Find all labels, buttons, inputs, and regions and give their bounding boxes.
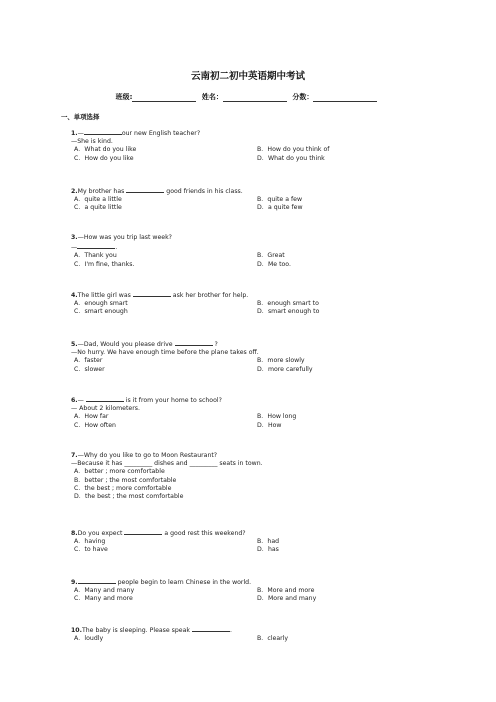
option-c[interactable]: C．the best ; more comfortable xyxy=(74,484,172,492)
options-group xyxy=(71,196,431,212)
option-a[interactable]: A．quite a little xyxy=(74,196,122,204)
option-c[interactable]: C．to have xyxy=(74,546,108,554)
question-text-after-blank: ? xyxy=(212,341,218,348)
option-b[interactable]: B．Great xyxy=(257,252,285,260)
student-info-line xyxy=(0,92,496,102)
option-c[interactable]: C．Many and more xyxy=(74,595,133,603)
question-text-before-blank: Do you expect xyxy=(77,530,125,537)
dialogue-line xyxy=(71,349,431,357)
question-number: 10. xyxy=(71,627,82,634)
options-group xyxy=(71,357,431,373)
option-b[interactable]: B．quite a few xyxy=(257,196,303,204)
option-b[interactable]: B．had xyxy=(257,538,280,546)
option-b[interactable]: B．enough smart to xyxy=(257,300,319,308)
option-d[interactable]: D．How xyxy=(257,421,282,429)
answer-blank[interactable] xyxy=(84,128,122,135)
question-9 xyxy=(71,577,431,604)
period: . xyxy=(115,244,118,252)
option-b[interactable]: B．How long xyxy=(257,413,297,421)
question-number: 2. xyxy=(71,188,78,195)
question-stem xyxy=(71,528,431,538)
question-text-before-blank: The baby is sleeping. Please speak xyxy=(81,627,192,634)
option-d[interactable]: D．more carefully xyxy=(257,365,313,373)
question-8 xyxy=(71,528,431,555)
question-text-after-blank: our new English teacher? xyxy=(121,130,201,137)
answer-blank[interactable] xyxy=(124,528,162,535)
option-b[interactable]: B．How do you think of xyxy=(257,146,330,154)
question-text-after-blank: people begin to learn Chinese in the world. xyxy=(115,579,252,586)
option-d[interactable]: D．Me too. xyxy=(257,260,291,268)
option-a[interactable]: A．Thank you xyxy=(74,252,117,260)
option-a[interactable]: A．having xyxy=(74,538,106,546)
question-stem xyxy=(71,625,431,635)
dialogue-text: —Because it has _________ dishes and _________ seats in town. xyxy=(71,460,263,468)
option-b[interactable]: B．More and more xyxy=(257,587,315,595)
dialogue-text: — About 2 kilometers. xyxy=(71,405,140,413)
question-2 xyxy=(71,186,431,213)
question-number: 5. xyxy=(71,341,78,348)
options-group xyxy=(71,587,431,603)
dialogue-text: — xyxy=(71,244,78,252)
question-text-before-blank: —Dad, Would you please drive xyxy=(77,341,175,348)
question-text-after-blank: a good rest this weekend? xyxy=(162,530,246,537)
option-a[interactable]: A．faster xyxy=(74,357,103,365)
question-stem xyxy=(71,339,431,349)
option-c[interactable]: C．a quite little xyxy=(74,204,122,212)
dialogue-text: —No hurry. We have enough time before the plane takes off. xyxy=(71,349,259,357)
dialogue-line xyxy=(71,242,431,252)
answer-blank[interactable] xyxy=(78,577,116,584)
options-group xyxy=(71,468,431,501)
question-3 xyxy=(71,234,431,269)
score-label: 分数： xyxy=(292,93,314,101)
question-number: 4. xyxy=(71,292,78,299)
option-d[interactable]: D．a quite few xyxy=(257,204,303,212)
question-text-after-blank: good friends in his class. xyxy=(164,188,243,195)
question-text-before-blank: The little girl was xyxy=(77,292,133,299)
question-6 xyxy=(71,395,431,430)
page-title: 云南初二初中英语期中考试 xyxy=(190,71,305,82)
option-b[interactable]: B．clearly xyxy=(257,635,289,643)
option-b[interactable]: B．better ; the most comfortable xyxy=(74,476,177,484)
options-group xyxy=(71,538,431,554)
dialogue-line xyxy=(71,405,431,413)
answer-blank[interactable] xyxy=(86,395,124,402)
option-c[interactable]: C．How do you like xyxy=(74,154,134,162)
option-a[interactable]: A．Many and many xyxy=(74,587,135,595)
question-5 xyxy=(71,339,431,374)
answer-blank[interactable] xyxy=(126,186,164,193)
dialogue-text: —She is kind. xyxy=(71,138,113,146)
option-d[interactable]: D．What do you think xyxy=(257,154,325,162)
question-1 xyxy=(71,128,431,163)
question-number: 1. xyxy=(71,130,78,137)
dialogue-line xyxy=(71,460,431,468)
question-text-before-blank: — xyxy=(77,130,84,137)
question-stem xyxy=(71,128,431,138)
option-a[interactable]: A．How far xyxy=(74,413,109,421)
question-text-before-blank: —How was you trip last week? xyxy=(77,234,172,241)
class-blank[interactable] xyxy=(132,94,196,102)
question-number: 7. xyxy=(71,452,78,459)
question-10 xyxy=(71,625,431,643)
answer-blank[interactable] xyxy=(133,290,171,297)
answer-blank[interactable] xyxy=(77,242,118,252)
option-c[interactable]: C．slower xyxy=(74,365,105,373)
option-a[interactable]: A．loudly xyxy=(74,635,104,643)
question-7 xyxy=(71,452,431,501)
question-text-before-blank: —Why do you like to go to Moon Restaurant? xyxy=(77,452,218,459)
score-blank[interactable] xyxy=(313,94,377,102)
question-stem xyxy=(71,577,431,587)
option-a[interactable]: A．better ; more comfortable xyxy=(74,468,165,476)
options-group xyxy=(71,413,431,429)
name-label: 姓名： xyxy=(201,93,223,101)
options-group xyxy=(71,300,431,316)
option-a[interactable]: A．enough smart xyxy=(74,300,128,308)
option-b[interactable]: B．more slowly xyxy=(257,357,305,365)
question-4 xyxy=(71,290,431,317)
question-text-before-blank: — xyxy=(77,397,86,404)
section-heading: 一、单项选择 xyxy=(61,113,100,121)
question-stem xyxy=(71,290,431,300)
question-text-after-blank: ask her brother for help. xyxy=(170,292,249,299)
option-d[interactable]: D．More and many xyxy=(257,595,317,603)
options-group xyxy=(71,635,431,643)
question-stem xyxy=(71,186,431,196)
option-c[interactable]: C．smart enough xyxy=(74,308,128,316)
question-number: 6. xyxy=(71,397,78,404)
question-number: 9. xyxy=(71,579,78,586)
options-group xyxy=(71,252,431,268)
answer-blank[interactable] xyxy=(192,625,230,632)
question-number: 8. xyxy=(71,530,78,537)
question-text-after-blank: is it from your home to school? xyxy=(123,397,222,404)
question-text-before-blank: My brother has xyxy=(77,188,127,195)
answer-blank[interactable] xyxy=(175,339,213,346)
dialogue-line xyxy=(71,138,431,146)
option-c[interactable]: C．I'm fine, thanks. xyxy=(74,260,135,268)
question-stem xyxy=(71,452,431,460)
option-d[interactable]: D．the best ; the most comfortable xyxy=(74,493,184,500)
option-c[interactable]: C．How often xyxy=(74,421,116,429)
question-stem xyxy=(71,234,431,242)
question-stem xyxy=(71,395,431,405)
name-blank[interactable] xyxy=(223,94,287,102)
class-label: 班级: xyxy=(115,93,133,101)
option-a[interactable]: A．What do you like xyxy=(74,146,137,154)
options-group xyxy=(71,146,431,162)
option-d[interactable]: D．smart enough to xyxy=(257,308,320,316)
question-number: 3. xyxy=(71,234,78,241)
question-text-after-blank: . xyxy=(229,627,232,634)
option-d[interactable]: D．has xyxy=(257,546,279,554)
